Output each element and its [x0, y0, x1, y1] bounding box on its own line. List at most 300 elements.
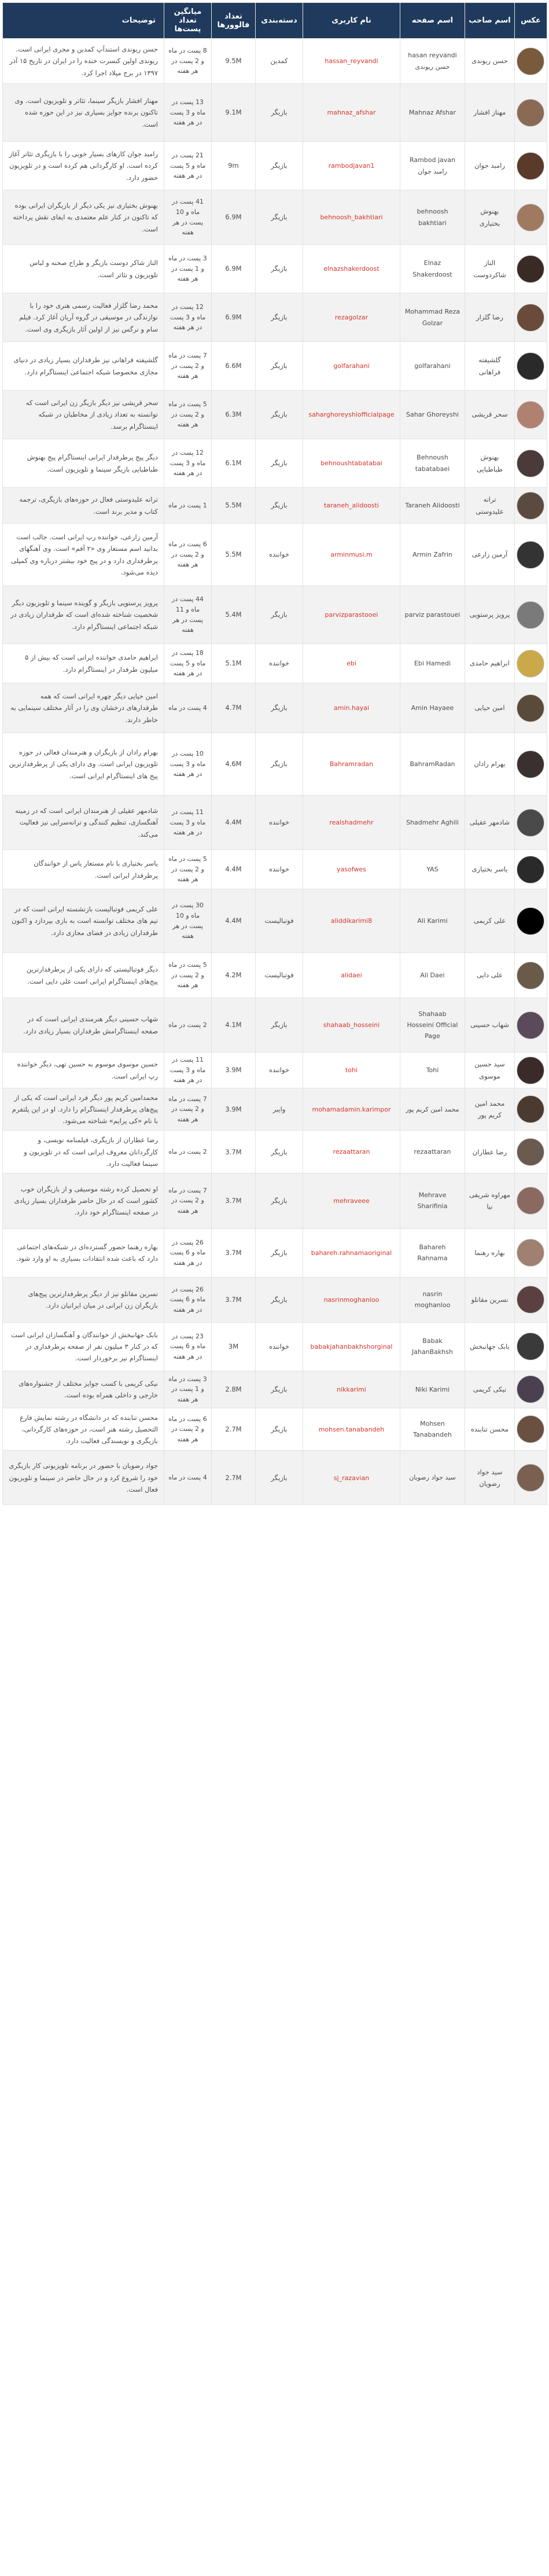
- owner-cell: سحر قریشی: [465, 391, 515, 439]
- avatar-cell: [515, 1131, 547, 1173]
- followers-cell: 5.1M: [212, 644, 256, 683]
- username-cell: [303, 998, 400, 1053]
- avg-posts-cell: 26 پست در ماه و 6 پست در هر هفته: [164, 1228, 212, 1277]
- username-cell: [303, 683, 400, 733]
- table-row: [3, 1451, 547, 1505]
- category-cell: بازیگر: [256, 1277, 303, 1322]
- followers-cell: 2.7M: [212, 1408, 256, 1450]
- username-cell: [303, 1371, 400, 1408]
- header-pic: عکس: [515, 3, 547, 39]
- owner-cell: مهراوه شریفی نیا: [465, 1173, 515, 1228]
- avg-posts-cell: 18 پست در ماه و 5 پست در هر هفته: [164, 644, 212, 683]
- username-cell: [303, 1053, 400, 1088]
- avatar[interactable]: [517, 1286, 544, 1313]
- description-cell: حسین موسوی موسوم به حسین تهی، دیگر خواننده رپ ایرانی است.: [3, 1053, 164, 1088]
- header-username: نام کاربری: [303, 3, 400, 39]
- avatar[interactable]: [517, 694, 544, 722]
- page-name-cell: Niki Karimi: [400, 1371, 465, 1408]
- category-cell: بازیگر: [256, 733, 303, 796]
- username-link[interactable]: rezaattaran: [333, 1148, 370, 1156]
- table-row: [3, 1371, 547, 1408]
- page-name-cell: Bahareh Rahnama: [400, 1228, 465, 1277]
- avatar-cell: [515, 1322, 547, 1371]
- username-cell: [303, 1277, 400, 1322]
- avatar[interactable]: [517, 450, 544, 477]
- username-cell: [303, 1322, 400, 1371]
- avatar-cell: [515, 524, 547, 586]
- avatar[interactable]: [517, 856, 544, 884]
- description-cell: گلشیفته فراهانی نیز طرفداران بسیار زیادی در دنیای مجازی مخصوصا شبکه اجتماعی اینستاگرام دارد.: [3, 342, 164, 391]
- username-link[interactable]: rambodjavan1: [328, 162, 375, 170]
- avatar[interactable]: [517, 650, 544, 678]
- username-cell: [303, 142, 400, 190]
- owner-cell: بابک جهانبخش: [465, 1322, 515, 1371]
- table-row: [3, 733, 547, 796]
- username-cell: [303, 586, 400, 644]
- description-cell: پرویز پرستویی بازیگر و گوینده سینما و تلویزیون دیگر شخصیت شناخته شده‌ای است که طرفداران زیادی در شبکه اجتماعی اینستاگرام دارد.: [3, 586, 164, 644]
- category-cell: خواننده: [256, 524, 303, 586]
- username-link[interactable]: Bahramradan: [329, 760, 374, 768]
- table-row: [3, 488, 547, 524]
- avg-posts-cell: 3 پست در ماه و 1 پست در هر هفته: [164, 1371, 212, 1408]
- category-cell: بازیگر: [256, 586, 303, 644]
- owner-cell: یاسر بختیاری: [465, 850, 515, 889]
- owner-cell: پرویز پرستویی: [465, 586, 515, 644]
- owner-cell: نیکی کریمی: [465, 1371, 515, 1408]
- avatar[interactable]: [517, 99, 544, 127]
- category-cell: بازیگر: [256, 1173, 303, 1228]
- table-row: [3, 796, 547, 850]
- page-name-cell: Armin Zafrin: [400, 524, 465, 586]
- description-cell: دیگر پیج پرطرفدار ایرانی اینستاگرام پیج بهنوش طباطبایی بازیگر سینما و تلویزیون است.: [3, 439, 164, 488]
- description-cell: بابک جهانبخش از خوانندگان و آهنگسازان ایرانی است که در کنار ۳ میلیون نفر از صفحه پرطرفداری در اینستاگرام نیز برخوردار است.: [3, 1322, 164, 1371]
- followers-cell: 2.8M: [212, 1371, 256, 1408]
- username-link[interactable]: behnoosh_bakhtiari: [320, 214, 383, 222]
- followers-cell: 3.9M: [212, 1053, 256, 1088]
- avg-posts-cell: 26 پست در ماه و 6 پست در هر هفته: [164, 1277, 212, 1322]
- owner-cell: بهاره رهنما: [465, 1228, 515, 1277]
- table-row: [3, 245, 547, 293]
- avatar[interactable]: [517, 304, 544, 332]
- avg-posts-cell: 44 پست در ماه و 11 پست در هر هفته: [164, 586, 212, 644]
- username-link[interactable]: amin.hayai: [334, 704, 369, 712]
- page-name-cell: Babak JahanBakhsh: [400, 1322, 465, 1371]
- username-link[interactable]: mahnaz_afshar: [327, 109, 376, 117]
- page-name-cell: rezaattaran: [400, 1131, 465, 1173]
- avatar[interactable]: [517, 152, 544, 180]
- username-link[interactable]: golfarahani: [333, 362, 370, 370]
- avatar[interactable]: [517, 1138, 544, 1166]
- followers-cell: 6.9M: [212, 190, 256, 245]
- category-cell: بازیگر: [256, 1451, 303, 1505]
- description-cell: بهاره رهنما حضور گسترده‌ای در شبکه‌های اجتماعی دارد که باعث شده انتقادات بسیاری به او وارد شود.: [3, 1228, 164, 1277]
- avg-posts-cell: 10 پست در ماه و 3 پست در هر هفته: [164, 733, 212, 796]
- page-name-cell: محمد امین کریم پور: [400, 1088, 465, 1131]
- followers-cell: 6.9M: [212, 245, 256, 293]
- description-cell: رامبد جوان کارهای بسیار خوبی را با بازیگری تئاتر آغاز کرده است. او کارگردانی هم کرده است و در تلویزیون حضور دارد.: [3, 142, 164, 190]
- description-cell: آرمین زارعی، خواننده رپ ایرانی است. جالب است بدانید اسم مستعار وی «۲ آفم» است. وی آهنگهای پرطرفداری دارد و در پیج خود بیشتر درباره وی کمپلی دیده می‌شود.: [3, 524, 164, 586]
- page-name-cell: Amin Hayaee: [400, 683, 465, 733]
- avatar-cell: [515, 142, 547, 190]
- followers-cell: 6.1M: [212, 439, 256, 488]
- table-row: [3, 142, 547, 190]
- username-link[interactable]: alidaei: [341, 971, 362, 980]
- followers-cell: 4.6M: [212, 733, 256, 796]
- avg-posts-cell: 4 پست در ماه: [164, 1451, 212, 1505]
- page-name-cell: hasan reyvandi حسن ریوندی: [400, 39, 465, 84]
- instagram-pages-table: [2, 2, 547, 1505]
- owner-cell: شهاب حسینی: [465, 998, 515, 1053]
- avg-posts-cell: 8 پست در ماه و 2 پست در هر هفته: [164, 39, 212, 84]
- followers-cell: 4.7M: [212, 683, 256, 733]
- username-cell: [303, 391, 400, 439]
- owner-cell: بهنوش طباطبایی: [465, 439, 515, 488]
- page-name-cell: Ebi Hamedi: [400, 644, 465, 683]
- category-cell: بازیگر: [256, 439, 303, 488]
- page-name-cell: BahramRadan: [400, 733, 465, 796]
- username-cell: [303, 1408, 400, 1450]
- header-category: دسته‌بندی: [256, 3, 303, 39]
- avatar-cell: [515, 850, 547, 889]
- avatar[interactable]: [517, 1333, 544, 1360]
- avatar-cell: [515, 1408, 547, 1450]
- avatar[interactable]: [517, 750, 544, 778]
- avg-posts-cell: 2 پست در ماه: [164, 1131, 212, 1173]
- avg-posts-cell: 6 پست در ماه و 2 پست در هر هفته: [164, 524, 212, 586]
- table-row: [3, 850, 547, 889]
- category-cell: خواننده: [256, 796, 303, 850]
- username-link[interactable]: ebi: [347, 660, 356, 668]
- category-cell: بازیگر: [256, 245, 303, 293]
- description-cell: جواد رضویان با حضور در برنامه تلویزیونی کار بازیگری خود را شروع کرد و در حال حاضر در سینما و تلویزیون فعال است.: [3, 1451, 164, 1505]
- page-name-cell: سید جواد رضویان: [400, 1451, 465, 1505]
- description-cell: دیگر فوتبالیستی که دارای یکی از پرطرفدارترین پیج‌های اینستاگرام ایرانی است علی دایی است.: [3, 953, 164, 998]
- table-row: [3, 1277, 547, 1322]
- description-cell: ابراهیم حامدی خواننده ایرانی است که بیش از ۵ میلیون طرفدار در اینستاگرام دارد.: [3, 644, 164, 683]
- category-cell: بازیگر: [256, 1131, 303, 1173]
- owner-cell: ابراهیم حامدی: [465, 644, 515, 683]
- username-cell: [303, 1173, 400, 1228]
- followers-cell: 4.4M: [212, 889, 256, 953]
- description-cell: حسن ریوندی استندآپ کمدین و مجری ایرانی است. ریوندی اولین کنسرت خنده را در ایران در تاریخ ۱۵ آذر ۱۳۹۷ در برج میلاد اجرا کرد.: [3, 39, 164, 84]
- avg-posts-cell: 11 پست در ماه و 3 پست در هر هفته: [164, 796, 212, 850]
- username-link[interactable]: saharghoreyshiofficialpage: [308, 411, 395, 419]
- table-row: [3, 1408, 547, 1450]
- avg-posts-cell: 12 پست در ماه و 3 پست در هر هفته: [164, 439, 212, 488]
- description-cell: یاسر بختیاری با نام مستعار یاس از خوانندگان پرطرفدار ایرانی است.: [3, 850, 164, 889]
- avatar-cell: [515, 1053, 547, 1088]
- avatar-cell: [515, 733, 547, 796]
- table-row: [3, 889, 547, 953]
- category-cell: خواننده: [256, 644, 303, 683]
- header-description: توضیحات: [3, 3, 164, 39]
- avg-posts-cell: 5 پست در ماه و 2 پست در هر هفته: [164, 391, 212, 439]
- username-cell: [303, 953, 400, 998]
- header-followers: تعداد فالوورها: [212, 3, 256, 39]
- username-cell: [303, 889, 400, 953]
- description-cell: محمد رضا گلزار فعالیت رسمی هنری خود را با نوازندگی در موسیقی در گروه آریان آغاز کرد. فیلم سام و نرگس نیز از اولین آثار بازیگری وی است.: [3, 293, 164, 342]
- table-header: [3, 3, 547, 39]
- username-link[interactable]: babakjahanbakhshorginal: [310, 1343, 393, 1351]
- username-cell: [303, 850, 400, 889]
- avatar[interactable]: [517, 541, 544, 569]
- avg-posts-cell: 4 پست در ماه: [164, 683, 212, 733]
- owner-cell: شادمهر عقیلی: [465, 796, 515, 850]
- avatar[interactable]: [517, 962, 544, 989]
- username-link[interactable]: shahaab_hosseini: [323, 1021, 380, 1029]
- category-cell: وایبر: [256, 1088, 303, 1131]
- category-cell: خواننده: [256, 1053, 303, 1088]
- header-avg-posts: میانگین تعداد پست‌ها: [164, 3, 212, 39]
- avatar[interactable]: [517, 601, 544, 629]
- page-name-cell: YAS: [400, 850, 465, 889]
- username-cell: [303, 733, 400, 796]
- table-row: [3, 84, 547, 142]
- owner-cell: امین حیایی: [465, 683, 515, 733]
- owner-cell: بهرام رادان: [465, 733, 515, 796]
- username-link[interactable]: aliddikarimi8: [330, 917, 373, 925]
- page-name-cell: Shahaab Hosseini Official Page: [400, 998, 465, 1053]
- page-name-cell: Behnoush tabatabaei: [400, 439, 465, 488]
- category-cell: بازیگر: [256, 84, 303, 142]
- page-name-cell: Mehrave Sharifinia: [400, 1173, 465, 1228]
- followers-cell: 2.7M: [212, 1451, 256, 1505]
- username-link[interactable]: elnazshakerdoost: [323, 265, 379, 273]
- username-link[interactable]: arminmusi.m: [330, 551, 373, 559]
- avg-posts-cell: 1 پست در ماه: [164, 488, 212, 524]
- owner-cell: ترانه علیدوستی: [465, 488, 515, 524]
- username-cell: [303, 342, 400, 391]
- avg-posts-cell: 7 پست در ماه و 2 پست در هر هفته: [164, 1088, 212, 1131]
- username-link[interactable]: yasofwes: [337, 866, 366, 874]
- category-cell: خواننده: [256, 1322, 303, 1371]
- avatar-cell: [515, 1371, 547, 1408]
- owner-cell: سید حسین موسوی: [465, 1053, 515, 1088]
- category-cell: بازیگر: [256, 1228, 303, 1277]
- category-cell: بازیگر: [256, 142, 303, 190]
- avg-posts-cell: 12 پست در ماه و 3 پست در هر هفته: [164, 293, 212, 342]
- avatar-cell: [515, 1088, 547, 1131]
- table-row: [3, 39, 547, 84]
- username-cell: [303, 644, 400, 683]
- avg-posts-cell: 11 پست در ماه و 3 پست در هر هفته: [164, 1053, 212, 1088]
- avg-posts-cell: 6 پست در ماه و 2 پست در هر هفته: [164, 1408, 212, 1450]
- avatar[interactable]: [517, 401, 544, 429]
- avatar-cell: [515, 190, 547, 245]
- username-cell: [303, 1088, 400, 1131]
- avatar-cell: [515, 683, 547, 733]
- avatar[interactable]: [517, 204, 544, 231]
- owner-cell: محسن تنابنده: [465, 1408, 515, 1450]
- category-cell: بازیگر: [256, 998, 303, 1053]
- username-cell: [303, 84, 400, 142]
- followers-cell: 6.9M: [212, 293, 256, 342]
- avg-posts-cell: 5 پست در ماه و 2 پست در هر هفته: [164, 953, 212, 998]
- category-cell: بازیگر: [256, 342, 303, 391]
- avg-posts-cell: 30 پست در ماه و 10 پست در هر هفته: [164, 889, 212, 953]
- category-cell: بازیگر: [256, 488, 303, 524]
- owner-cell: رضا گلزار: [465, 293, 515, 342]
- avatar-cell: [515, 439, 547, 488]
- avatar[interactable]: [517, 1187, 544, 1215]
- followers-cell: 5.4M: [212, 586, 256, 644]
- header-owner: اسم صاحب: [465, 3, 515, 39]
- table-row: [3, 1228, 547, 1277]
- avatar-cell: [515, 889, 547, 953]
- username-link[interactable]: rezagolzar: [334, 314, 369, 322]
- username-link[interactable]: mohamadamin.karimpor: [312, 1106, 391, 1114]
- followers-cell: 5.5M: [212, 524, 256, 586]
- page-name-cell: Mahnaz Afshar: [400, 84, 465, 142]
- username-cell: [303, 39, 400, 84]
- avatar[interactable]: [517, 907, 544, 935]
- avg-posts-cell: 23 پست در ماه و 6 پست در هر هفته: [164, 1322, 212, 1371]
- followers-cell: 3.9M: [212, 1088, 256, 1131]
- category-cell: بازیگر: [256, 683, 303, 733]
- avg-posts-cell: 21 پست در ماه و 5 پست در هر هفته: [164, 142, 212, 190]
- username-link[interactable]: hassan_reyvandi: [325, 57, 378, 65]
- followers-cell: 9.1M: [212, 84, 256, 142]
- avatar[interactable]: [517, 1375, 544, 1403]
- followers-cell: 3.7M: [212, 1277, 256, 1322]
- avg-posts-cell: 2 پست در ماه: [164, 998, 212, 1053]
- avatar-cell: [515, 391, 547, 439]
- owner-cell: گلشیفته فراهانی: [465, 342, 515, 391]
- category-cell: بازیگر: [256, 391, 303, 439]
- avatar-cell: [515, 998, 547, 1053]
- page-name-cell: Ali Daei: [400, 953, 465, 998]
- table-row: [3, 1322, 547, 1371]
- page-name-cell: Elnaz Shakerdoost: [400, 245, 465, 293]
- avatar-cell: [515, 488, 547, 524]
- table-row: [3, 953, 547, 998]
- category-cell: فوتبالیست: [256, 889, 303, 953]
- username-link[interactable]: mehraveee: [333, 1197, 370, 1205]
- username-link[interactable]: nasrinmoghanloo: [323, 1296, 379, 1304]
- description-cell: رضا عطاران از بازیگری، فیلمنامه نویسی، و کارگردانان معروف ایرانی است که در تلویزیون و سینما فعالیت دارد.: [3, 1131, 164, 1173]
- category-cell: بازیگر: [256, 293, 303, 342]
- description-cell: الناز شاکر دوست بازیگر و طراح صحنه و لباس تلویزیون و تئاتر است.: [3, 245, 164, 293]
- table-row: [3, 1173, 547, 1228]
- avatar-cell: [515, 1228, 547, 1277]
- avatar[interactable]: [517, 492, 544, 520]
- owner-cell: رامبد جوان: [465, 142, 515, 190]
- avatar[interactable]: [517, 809, 544, 837]
- owner-cell: نسرین مقانلو: [465, 1277, 515, 1322]
- followers-cell: 6.6M: [212, 342, 256, 391]
- category-cell: خواننده: [256, 850, 303, 889]
- avg-posts-cell: 13 پست در ماه و 3 پست در هر هفته: [164, 84, 212, 142]
- avatar[interactable]: [517, 352, 544, 380]
- username-cell: [303, 293, 400, 342]
- avatar[interactable]: [517, 1057, 544, 1084]
- avatar-cell: [515, 84, 547, 142]
- description-cell: محمدامین کریم پور دیگر فرد ایرانی است که یکی از پیج‌های پرطرفدار اینستاگرام را دارد. او در این پلتفرم با نام «کی پرایم» شناخته می‌شود.: [3, 1088, 164, 1131]
- username-link[interactable]: parvizparastooei: [325, 611, 378, 619]
- owner-cell: علی دایی: [465, 953, 515, 998]
- table-row: [3, 293, 547, 342]
- table-body: [3, 39, 547, 1505]
- username-link[interactable]: realshadmehr: [329, 819, 374, 827]
- page-name-cell: Shadmehr Aghili: [400, 796, 465, 850]
- username-link[interactable]: nikkarimi: [337, 1386, 366, 1394]
- username-link[interactable]: bahareh.rahnamaoriginal: [311, 1249, 392, 1257]
- avatar-cell: [515, 1451, 547, 1505]
- avatar[interactable]: [517, 1415, 544, 1443]
- owner-cell: رضا عطاران: [465, 1131, 515, 1173]
- owner-cell: سید جواد رضویان: [465, 1451, 515, 1505]
- avatar-cell: [515, 1173, 547, 1228]
- username-link[interactable]: mohsen.tanabandeh: [318, 1425, 385, 1433]
- owner-cell: حسن ریوندی: [465, 39, 515, 84]
- avatar-cell: [515, 293, 547, 342]
- avatar-cell: [515, 39, 547, 84]
- avatar[interactable]: [517, 1239, 544, 1267]
- table-row: [3, 1088, 547, 1131]
- page-name-cell: Rambod javan رامبد جوان: [400, 142, 465, 190]
- description-cell: بهرام رادان از بازیگران و هنرمندان فعالی در حوزه تلویزیون ایرانی است. وی دارای یکی از پرطرفدارترین پیج های اینستاگرام ایرانی است.: [3, 733, 164, 796]
- table-row: [3, 391, 547, 439]
- avatar[interactable]: [517, 47, 544, 75]
- category-cell: بازیگر: [256, 1371, 303, 1408]
- username-link[interactable]: behnoushtabatabai: [320, 459, 382, 468]
- username-link[interactable]: sj_razavian: [333, 1474, 370, 1482]
- description-cell: علی کریمی فوتبالیست بازنشسته ایرانی است که در تیم های مختلف توانسته است به بازی بپردازد و اکنون طرفداران زیادی در فضای مجازی دارد.: [3, 889, 164, 953]
- page-name-cell: Tohi: [400, 1053, 465, 1088]
- username-cell: [303, 190, 400, 245]
- followers-cell: 3.7M: [212, 1173, 256, 1228]
- username-link[interactable]: tohi: [345, 1066, 358, 1074]
- table-row: [3, 524, 547, 586]
- avatar[interactable]: [517, 255, 544, 283]
- followers-cell: 3.7M: [212, 1228, 256, 1277]
- username-cell: [303, 488, 400, 524]
- avatar-cell: [515, 586, 547, 644]
- description-cell: امین حیایی دیگر چهره ایرانی است که همه طرفدارهای درخشان وی را در آثار مختلف سینمایی به خاطر دارند.: [3, 683, 164, 733]
- description-cell: نسرین مقانلو نیز از دیگر پرطرفدارترین پیج‌های بازیگران زن ایرانی در میان ایرانیان دارد.: [3, 1277, 164, 1322]
- page-name-cell: Ali Karimi: [400, 889, 465, 953]
- avatar-cell: [515, 796, 547, 850]
- followers-cell: 9m: [212, 142, 256, 190]
- avatar[interactable]: [517, 1464, 544, 1492]
- category-cell: فوتبالیست: [256, 953, 303, 998]
- avatar-cell: [515, 1277, 547, 1322]
- category-cell: بازیگر: [256, 1408, 303, 1450]
- username-link[interactable]: taraneh_alidoosti: [324, 502, 379, 510]
- username-cell: [303, 1131, 400, 1173]
- avatar[interactable]: [517, 1011, 544, 1039]
- followers-cell: 3.7M: [212, 1131, 256, 1173]
- description-cell: بهنوش بختیاری نیز یکی دیگر از بازیگران ایرانی بوده که تاکنون در کنار علم معتمدی به ایفای نقش پرداخته است.: [3, 190, 164, 245]
- avg-posts-cell: 5 پست در ماه و 2 پست در هر هفته: [164, 850, 212, 889]
- page-name-cell: parviz parastouei: [400, 586, 465, 644]
- avg-posts-cell: 7 پست در ماه و 2 پست در هر هفته: [164, 342, 212, 391]
- owner-cell: مهناز افشار: [465, 84, 515, 142]
- category-cell: بازیگر: [256, 190, 303, 245]
- owner-cell: الناز شاکردوست: [465, 245, 515, 293]
- description-cell: نیکی کریمی با کسب جوایز مختلف از جشنواره‌های خارجی و داخلی همراه بوده است.: [3, 1371, 164, 1408]
- table-row: [3, 190, 547, 245]
- followers-cell: 3M: [212, 1322, 256, 1371]
- followers-cell: 9.5M: [212, 39, 256, 84]
- followers-cell: 4.4M: [212, 850, 256, 889]
- table-row: [3, 342, 547, 391]
- avatar[interactable]: [517, 1095, 544, 1123]
- followers-cell: 4.1M: [212, 998, 256, 1053]
- username-cell: [303, 245, 400, 293]
- username-cell: [303, 796, 400, 850]
- description-cell: سحر قریشی نیز دیگر بازیگر زن ایرانی است که توانسته به تعداد زیادی از مخاطبان در شبکه اینستاگرام برسد.: [3, 391, 164, 439]
